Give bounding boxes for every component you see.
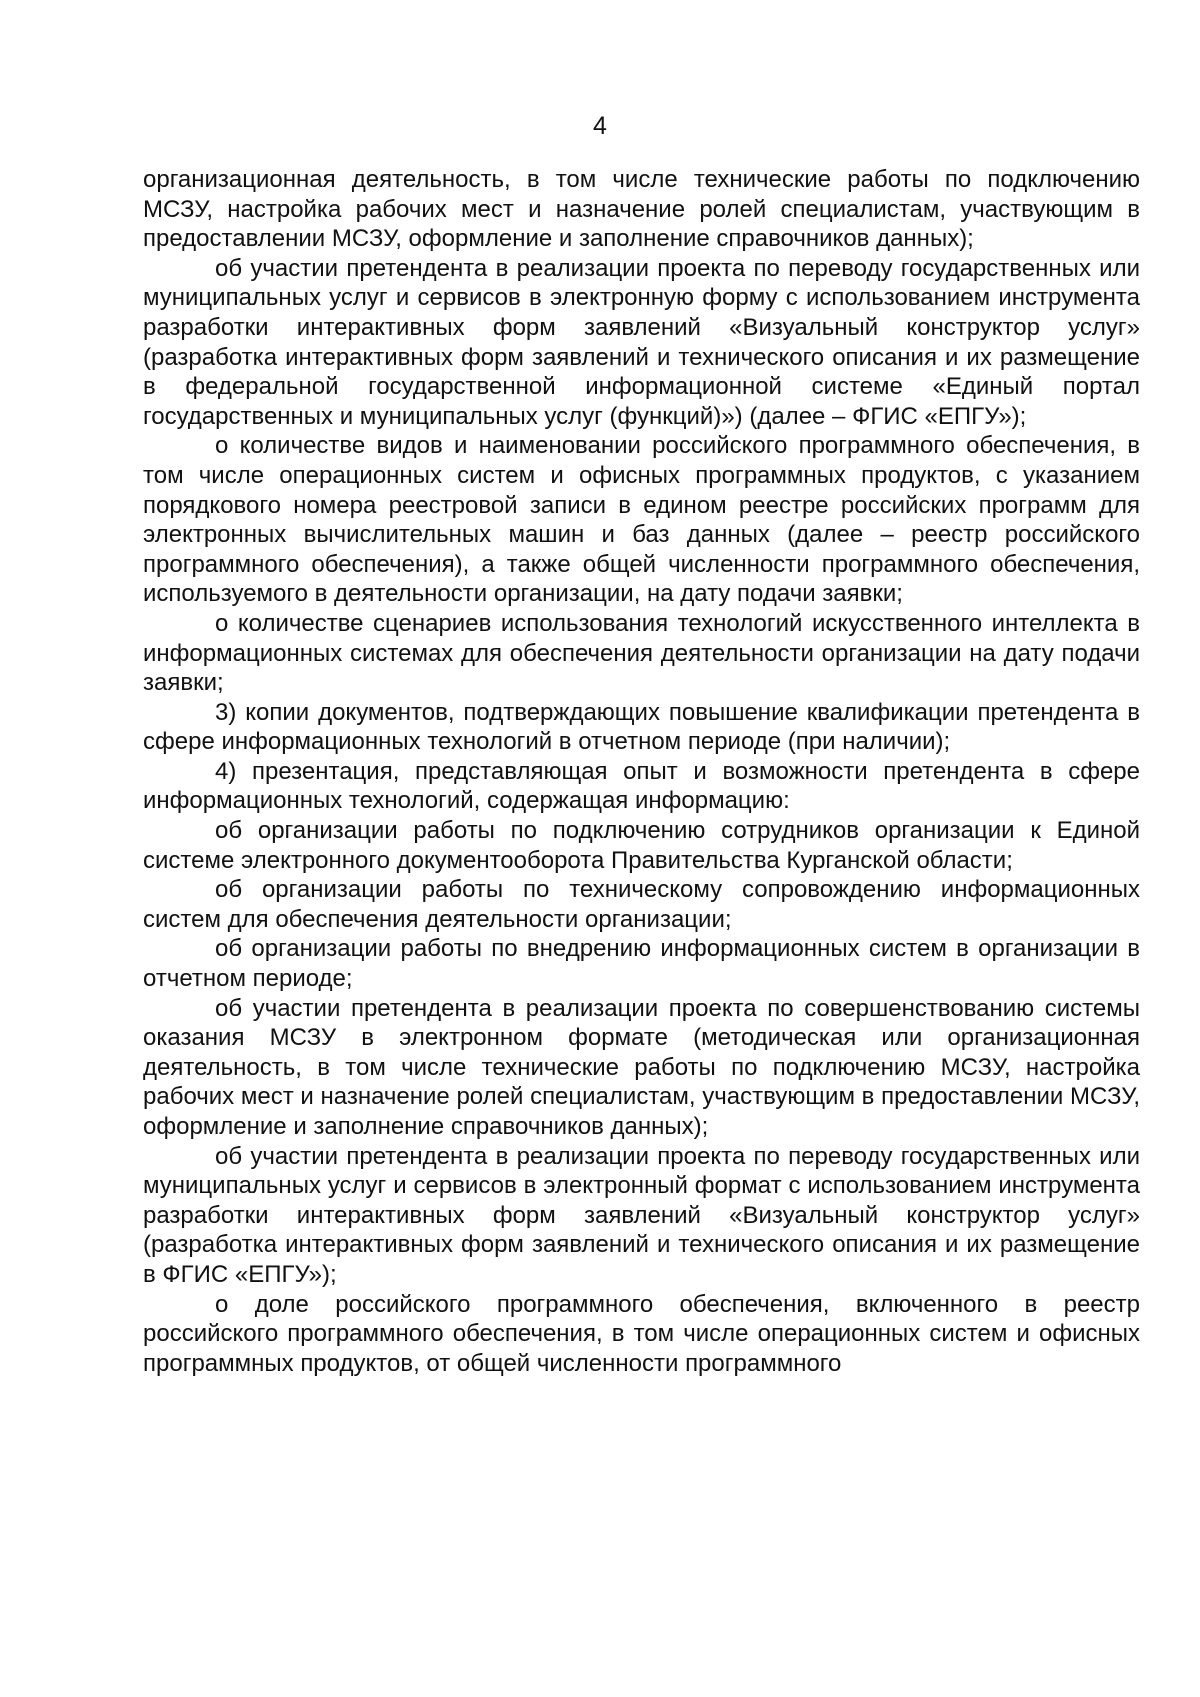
paragraph: 4) презентация, представляющая опыт и возможности претендента в сфере информационных технологий, содержащая информацию: xyxy=(143,757,1140,815)
paragraph: об участии претендента в реализации проекта по переводу государственных или муниципальных услуг и сервисов в электронную форму с использованием инструмента разработки интерактивных форм заявлений «Визуальный конструктор услуг» (разработка интерактивных форм заявлений и технического описания и их размещение в федеральной государственной информационной системе «Единый портал государственных и муниципальных услуг (функций)») (далее – ФГИС «ЕПГУ»); xyxy=(143,254,1140,430)
paragraph: об организации работы по техническому сопровождению информационных систем для обеспечения деятельности организации; xyxy=(143,876,1140,933)
paragraph: о доле российского программного обеспечения, включенного в реестр российского программного обеспечения, в том числе операционных систем и офисных программных продуктов, от общей численности программного xyxy=(143,1290,1140,1377)
paragraph: об участии претендента в реализации проекта по переводу государственных или муниципальных услуг и сервисов в электронный формат с использованием инструмента разработки интерактивных форм заявлений «Визуальный конструктор услуг» (разработка интерактивных форм заявлений и технического описания и их размещение в ФГИС «ЕПГУ»); xyxy=(143,1142,1140,1288)
paragraph: о количестве видов и наименовании российского программного обеспечения, в том числе операционных систем и офисных программных продуктов, с указанием порядкового номера реестровой записи в едином реестре российских программ для электронных вычислительных машин и баз данных (далее – реестр российского программного обеспечения), а также общей численности программного обеспечения, используемого в деятельности организации, на дату подачи заявки; xyxy=(143,432,1140,608)
paragraph: об участии претендента в реализации проекта по совершенствованию системы оказания МСЗУ в электронном формате (методическая или организационная деятельность, в том числе технические работы по подключению МСЗУ, настройка рабочих мест и назначение ролей специалистам, участвующим в предоставлении МСЗУ, оформление и заполнение справочников данных); xyxy=(143,994,1140,1140)
paragraph: 3) копии документов, подтверждающих повышение квалификации претендента в сфере информационных технологий в отчетном периоде (при наличии); xyxy=(143,698,1140,756)
paragraph: об организации работы по внедрению информационных систем в организации в отчетном периоде; xyxy=(143,935,1140,993)
paragraph: о количестве сценариев использования технологий искусственного интеллекта в информационных системах для обеспечения деятельности организации на дату подачи заявки; xyxy=(143,609,1140,697)
paragraph: об организации работы по подключению сотрудников организации к Единой системе электронного документооборота Правительства Курганской области; xyxy=(143,817,1140,874)
document-body xyxy=(143,165,1140,1378)
paragraph-continuation: организационная деятельность, в том числе технические работы по подключению МСЗУ, настройка рабочих мест и назначение ролей специалистам, участвующим в предоставлении МСЗУ, оформление и заполнение справочников данных); xyxy=(143,166,1140,253)
page-number: 4 xyxy=(593,112,607,140)
